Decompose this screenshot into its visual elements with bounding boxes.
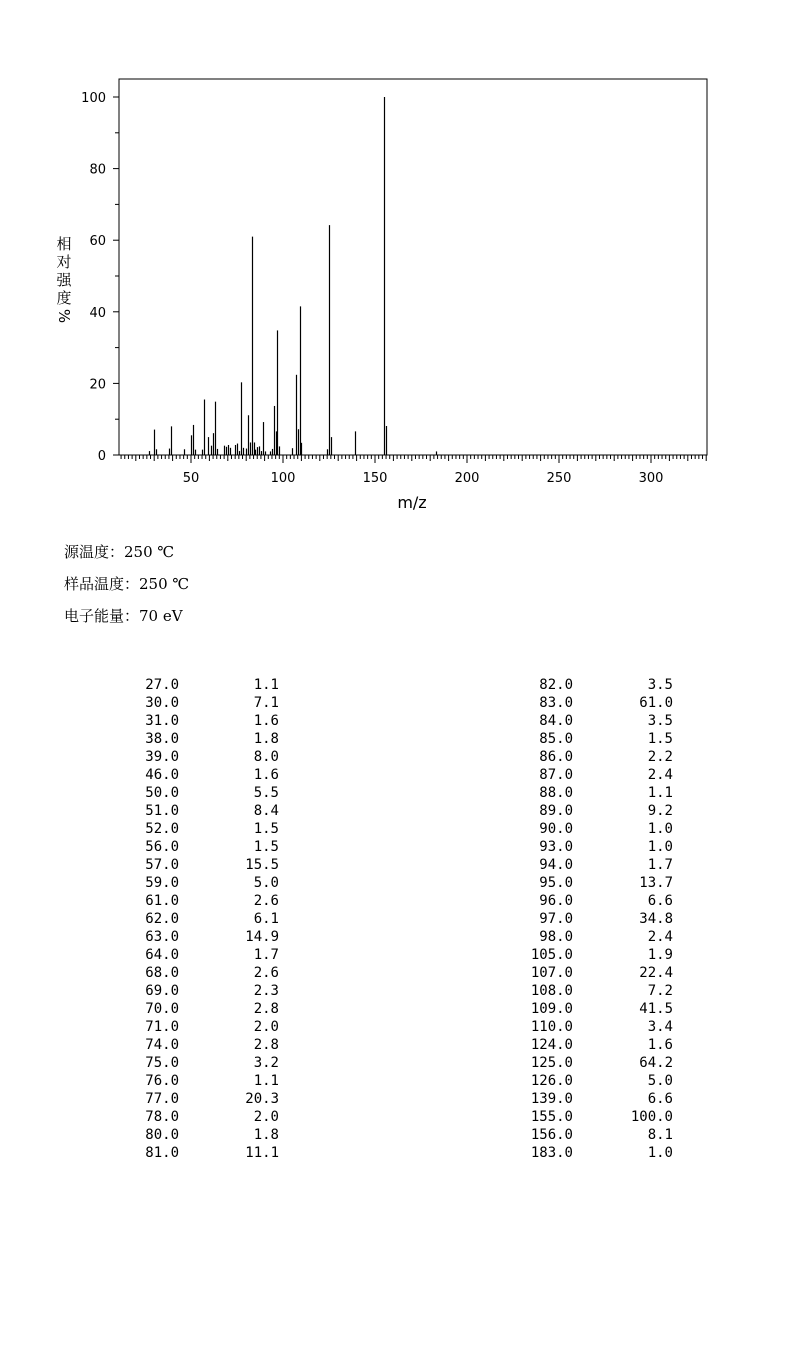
peak-mz: 83.0: [539, 695, 573, 711]
peak-row: [400, 676, 700, 694]
peak-row: [0, 1108, 300, 1126]
peak-intensity: 22.4: [639, 965, 673, 981]
y-tick-label: 100: [81, 91, 106, 106]
peak-row: [400, 802, 700, 820]
peak-intensity: 1.7: [647, 857, 673, 873]
peak-row: [400, 1090, 700, 1108]
peak-mz: 64.0: [145, 947, 179, 963]
peak-mz: 70.0: [145, 1001, 179, 1017]
peak-intensity: 14.9: [245, 929, 279, 945]
peak-mz: 107.0: [530, 965, 573, 981]
peak-mz: 96.0: [539, 893, 573, 909]
peak-row: [0, 838, 300, 856]
y-axis-title-char: 度: [56, 289, 72, 307]
peak-intensity: 2.6: [253, 965, 279, 981]
peak-mz: 46.0: [145, 767, 179, 783]
peak-mz: 52.0: [145, 821, 179, 837]
peak-mz: 97.0: [539, 911, 573, 927]
source-temperature: 源温度：250 ℃: [64, 543, 175, 561]
peak-row: [0, 946, 300, 964]
peak-intensity: 61.0: [639, 695, 673, 711]
peak-intensity: 7.2: [647, 983, 673, 999]
x-tick-label: 100: [270, 471, 296, 486]
peak-row: [400, 1018, 700, 1036]
peak-mz: 82.0: [539, 677, 573, 693]
peak-row: [400, 892, 700, 910]
peak-mz: 61.0: [145, 893, 179, 909]
peak-intensity: 7.1: [253, 695, 279, 711]
peak-intensity: 1.5: [253, 821, 279, 837]
peak-mz: 39.0: [145, 749, 179, 765]
peak-intensity: 8.0: [253, 749, 279, 765]
peak-row: [0, 928, 300, 946]
peak-row: [400, 766, 700, 784]
peak-intensity: 5.5: [253, 785, 279, 801]
peak-mz: 110.0: [530, 1019, 573, 1035]
y-axis-title-char: 相: [56, 235, 72, 253]
peak-row: [400, 1144, 700, 1162]
peak-mz: 86.0: [539, 749, 573, 765]
peak-row: [0, 784, 300, 802]
peak-mz: 98.0: [539, 929, 573, 945]
peak-intensity: 5.0: [253, 875, 279, 891]
peak-mz: 30.0: [145, 695, 179, 711]
peak-intensity: 1.6: [647, 1037, 673, 1053]
peak-intensity: 34.8: [639, 911, 673, 927]
y-axis-title-char: 强: [56, 271, 72, 289]
peak-mz: 76.0: [145, 1073, 179, 1089]
peak-row: [0, 676, 300, 694]
peak-row: [400, 748, 700, 766]
peak-intensity: 2.6: [253, 893, 279, 909]
peak-mz: 59.0: [145, 875, 179, 891]
peak-mz: 27.0: [145, 677, 179, 693]
peak-row: [400, 946, 700, 964]
peak-row: [400, 1126, 700, 1144]
peak-mz: 51.0: [145, 803, 179, 819]
sample-temperature: 样品温度：250 ℃: [64, 575, 190, 593]
peak-mz: 78.0: [145, 1109, 179, 1125]
peak-mz: 63.0: [145, 929, 179, 945]
peak-row: [400, 1000, 700, 1018]
peak-mz: 77.0: [145, 1091, 179, 1107]
peak-row: [400, 1054, 700, 1072]
peak-row: [0, 820, 300, 838]
peak-intensity: 13.7: [639, 875, 673, 891]
tick-labels: [81, 91, 663, 486]
peak-intensity: 6.1: [253, 911, 279, 927]
y-tick-label: 60: [89, 234, 106, 250]
peak-row: [0, 1000, 300, 1018]
peak-intensity: 15.5: [245, 857, 279, 873]
peak-intensity: 2.0: [253, 1019, 279, 1035]
peak-intensity: 2.4: [647, 767, 673, 783]
peak-intensity: 2.8: [253, 1001, 279, 1017]
peak-intensity: 5.0: [647, 1073, 673, 1089]
peak-mz: 71.0: [145, 1019, 179, 1035]
y-axis-title-char: %: [55, 308, 73, 324]
plot-frame: [119, 79, 707, 455]
peak-mz: 31.0: [145, 713, 179, 729]
peak-intensity: 2.0: [253, 1109, 279, 1125]
peak-row: [400, 1036, 700, 1054]
peak-intensity: 1.1: [253, 677, 279, 693]
peak-row: [400, 928, 700, 946]
peak-intensity: 20.3: [245, 1091, 279, 1107]
peak-intensity: 100.0: [630, 1109, 673, 1125]
y-axis-title: [55, 235, 73, 323]
peak-row: [0, 1036, 300, 1054]
peak-row: [0, 1090, 300, 1108]
peak-table-right: [400, 676, 700, 1162]
peak-intensity: 8.1: [647, 1127, 673, 1143]
peak-intensity: 1.0: [647, 821, 673, 837]
peak-intensity: 1.1: [253, 1073, 279, 1089]
peak-mz: 50.0: [145, 785, 179, 801]
peak-row: [400, 712, 700, 730]
peak-row: [0, 694, 300, 712]
peak-mz: 109.0: [530, 1001, 573, 1017]
y-tick-label: 40: [89, 305, 106, 321]
peak-row: [400, 1072, 700, 1090]
peak-mz: 81.0: [145, 1145, 179, 1161]
peak-row: [0, 730, 300, 748]
peak-intensity: 1.5: [253, 839, 279, 855]
y-tick-label: 0: [97, 449, 106, 464]
peak-row: [0, 1018, 300, 1036]
peak-row: [400, 1108, 700, 1126]
axis-ticks: [113, 97, 706, 463]
peak-mz: 94.0: [539, 857, 573, 873]
peak-row: [0, 1144, 300, 1162]
peak-row: [0, 892, 300, 910]
peak-mz: 57.0: [145, 857, 179, 873]
peak-intensity: 3.2: [253, 1055, 279, 1071]
peak-row: [0, 1126, 300, 1144]
peak-mz: 183.0: [530, 1145, 573, 1161]
peak-row: [400, 874, 700, 892]
peak-mz: 95.0: [539, 875, 573, 891]
peak-row: [400, 838, 700, 856]
peak-mz: 105.0: [530, 947, 573, 963]
peak-intensity: 1.8: [253, 731, 279, 747]
peak-mz: 56.0: [145, 839, 179, 855]
peak-row: [0, 802, 300, 820]
peak-row: [400, 964, 700, 982]
peak-mz: 125.0: [530, 1055, 573, 1071]
peak-table-left: [0, 676, 300, 1162]
peak-mz: 80.0: [145, 1127, 179, 1143]
peak-intensity: 2.2: [647, 749, 673, 765]
peak-intensity: 1.9: [647, 947, 673, 963]
peak-mz: 155.0: [530, 1109, 573, 1125]
peak-row: [400, 856, 700, 874]
peak-intensity: 64.2: [639, 1055, 673, 1071]
peak-row: [400, 694, 700, 712]
peak-row: [400, 820, 700, 838]
peak-intensity: 2.3: [253, 983, 279, 999]
peak-row: [0, 1054, 300, 1072]
peak-row: [0, 766, 300, 784]
peak-intensity: 9.2: [647, 803, 673, 819]
peak-intensity: 2.4: [647, 929, 673, 945]
peak-intensity: 41.5: [639, 1001, 673, 1017]
x-axis-title: m/z: [397, 493, 427, 512]
peak-intensity: 3.4: [647, 1019, 673, 1035]
peak-intensity: 1.6: [253, 767, 279, 783]
peak-bars: [150, 97, 437, 455]
mass-spectrum-chart: [0, 0, 794, 520]
peak-row: [0, 712, 300, 730]
peak-row: [0, 982, 300, 1000]
x-tick-label: 150: [362, 471, 388, 486]
peak-row: [0, 748, 300, 766]
peak-mz: 139.0: [530, 1091, 573, 1107]
peak-intensity: 1.6: [253, 713, 279, 729]
peak-mz: 75.0: [145, 1055, 179, 1071]
y-axis-title-char: 对: [56, 253, 72, 271]
peak-mz: 93.0: [539, 839, 573, 855]
x-tick-label: 200: [454, 471, 480, 486]
peak-intensity: 6.6: [647, 893, 673, 909]
peak-intensity: 6.6: [647, 1091, 673, 1107]
x-tick-label: 250: [546, 471, 572, 486]
peak-mz: 62.0: [145, 911, 179, 927]
peak-mz: 88.0: [539, 785, 573, 801]
peak-mz: 68.0: [145, 965, 179, 981]
peak-intensity: 3.5: [647, 677, 673, 693]
peak-intensity: 1.0: [647, 839, 673, 855]
peak-intensity: 1.8: [253, 1127, 279, 1143]
y-tick-label: 80: [89, 162, 106, 178]
peak-row: [0, 874, 300, 892]
peak-mz: 156.0: [530, 1127, 573, 1143]
peak-mz: 74.0: [145, 1037, 179, 1053]
electron-energy: 电子能量：70 eV: [64, 607, 183, 625]
peak-mz: 124.0: [530, 1037, 573, 1053]
peak-row: [400, 982, 700, 1000]
peak-row: [0, 964, 300, 982]
peak-intensity: 1.1: [647, 785, 673, 801]
peak-intensity: 8.4: [253, 803, 279, 819]
peak-mz: 87.0: [539, 767, 573, 783]
peak-row: [400, 730, 700, 748]
peak-mz: 38.0: [145, 731, 179, 747]
peak-intensity: 1.5: [647, 731, 673, 747]
x-tick-label: 300: [638, 471, 664, 486]
peak-row: [400, 784, 700, 802]
peak-intensity: 11.1: [245, 1145, 279, 1161]
peak-mz: 69.0: [145, 983, 179, 999]
peak-mz: 126.0: [530, 1073, 573, 1089]
peak-mz: 84.0: [539, 713, 573, 729]
peak-mz: 89.0: [539, 803, 573, 819]
peak-intensity: 1.7: [253, 947, 279, 963]
peak-row: [400, 910, 700, 928]
peak-mz: 85.0: [539, 731, 573, 747]
peak-mz: 108.0: [530, 983, 573, 999]
peak-intensity: 2.8: [253, 1037, 279, 1053]
y-tick-label: 20: [89, 377, 106, 393]
x-tick-label: 50: [182, 471, 200, 486]
peak-row: [0, 910, 300, 928]
peak-intensity: 1.0: [647, 1145, 673, 1161]
peak-row: [0, 1072, 300, 1090]
peak-intensity: 3.5: [647, 713, 673, 729]
peak-row: [0, 856, 300, 874]
peak-mz: 90.0: [539, 821, 573, 837]
